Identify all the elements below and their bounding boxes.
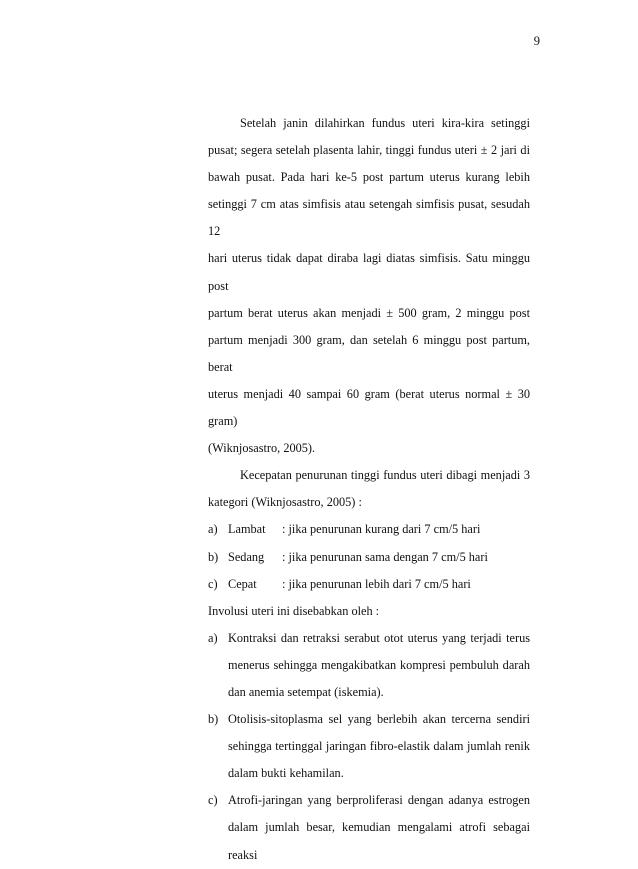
text-line: Otolisis-sitoplasma sel yang berlebih akan tercerna sendiri bbox=[228, 712, 530, 727]
cause-item bbox=[208, 787, 530, 868]
category-name: Sedang bbox=[228, 549, 265, 564]
body-text bbox=[208, 110, 530, 869]
cause-list bbox=[208, 625, 530, 869]
cause-text bbox=[228, 706, 530, 787]
text-line: menerus sehingga mengakibatkan kompresi pembuluh darah bbox=[228, 657, 530, 672]
text-line: partum menjadi 300 gram, dan setelah 6 minggu post partum, berat bbox=[208, 332, 530, 374]
text-line: Kecepatan penurunan tinggi fundus uteri dibagi menjadi 3 bbox=[240, 468, 530, 483]
cause-letter: c) bbox=[208, 793, 218, 808]
text-line: dalam bukti kehamilan. bbox=[228, 766, 344, 781]
cause-letter: a) bbox=[208, 630, 218, 645]
text-line: dalam jumlah besar, kemudian mengalami atrofi sebagai reaksi bbox=[228, 820, 530, 862]
text-line: Involusi uteri ini disebabkan oleh : bbox=[208, 603, 380, 618]
cause-item bbox=[208, 706, 530, 787]
category-name: Cepat bbox=[228, 576, 257, 591]
category-description: : jika penurunan kurang dari 7 cm/5 hari bbox=[282, 522, 481, 537]
text-line: sehingga tertinggal jaringan fibro-elastik dalam jumlah renik bbox=[228, 739, 530, 754]
category-item bbox=[208, 571, 530, 598]
text-line: pusat; segera setelah plasenta lahir, tinggi fundus uteri ± 2 jari di bbox=[208, 143, 530, 158]
category-list bbox=[208, 516, 530, 597]
text-line: kategori (Wiknjosastro, 2005) : bbox=[208, 495, 362, 510]
category-name: Lambat bbox=[228, 522, 266, 537]
text-line: bawah pusat. Pada hari ke-5 post partum uterus kurang lebih bbox=[208, 170, 530, 185]
cause-letter: b) bbox=[208, 712, 219, 727]
category-description: : jika penurunan sama dengan 7 cm/5 hari bbox=[282, 549, 488, 564]
page-number: 9 bbox=[533, 34, 540, 48]
paragraph-uterus-size bbox=[208, 110, 530, 462]
category-description: : jika penurunan lebih dari 7 cm/5 hari bbox=[282, 576, 471, 591]
involusi-intro bbox=[208, 598, 530, 625]
cause-item bbox=[208, 625, 530, 706]
text-line: uterus menjadi 40 sampai 60 gram (berat uterus normal ± 30 gram) bbox=[208, 386, 530, 429]
category-letter: c) bbox=[208, 576, 218, 591]
category-item bbox=[208, 516, 530, 543]
cause-text bbox=[228, 787, 530, 868]
text-line: dan anemia setempat (iskemia). bbox=[228, 684, 384, 699]
paragraph-speed-categories bbox=[208, 462, 530, 516]
text-line: (Wiknjosastro, 2005). bbox=[208, 441, 316, 456]
category-letter: b) bbox=[208, 549, 219, 564]
text-line: Setelah janin dilahirkan fundus uteri kira-kira setinggi bbox=[240, 116, 530, 130]
text-line: Atrofi-jaringan yang berproliferasi dengan adanya estrogen bbox=[228, 793, 530, 808]
text-line: setinggi 7 cm atas simfisis atau setengah simfisis pusat, sesudah 12 bbox=[208, 197, 530, 239]
text-line: Kontraksi dan retraksi serabut otot uterus yang terjadi terus bbox=[228, 630, 530, 645]
text-line: hari uterus tidak dapat diraba lagi diatas simfisis. Satu minggu post bbox=[208, 251, 530, 293]
category-item bbox=[208, 544, 530, 571]
cause-text bbox=[228, 625, 530, 706]
category-letter: a) bbox=[208, 522, 218, 537]
text-line: partum berat uterus akan menjadi ± 500 gram, 2 minggu post bbox=[208, 305, 530, 320]
